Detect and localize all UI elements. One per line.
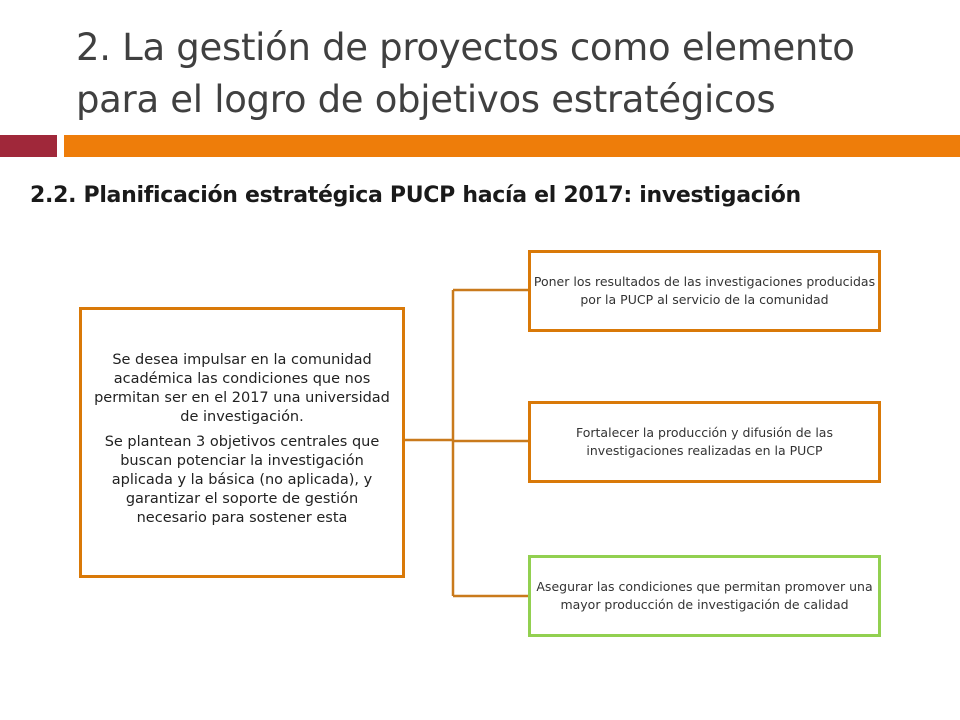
objective-text-2: Fortalecer la producción y difusión de las investigaciones realizadas en la PUCP bbox=[576, 425, 833, 458]
slide-subtitle: 2.2. Planificación estratégica PUCP hacía el 2017: investigación bbox=[30, 183, 801, 208]
objective-box-1 bbox=[528, 250, 881, 332]
slide-title-line-1: 2. La gestión de proyectos como elemento bbox=[76, 26, 855, 69]
objective-box-3 bbox=[528, 555, 881, 637]
main-paragraph-2: Se plantean 3 objetivos centrales que buscan potenciar la investigación aplicada y la básica (no aplicada), y garantizar el soporte de gestión necesario para sostener esta bbox=[104, 434, 380, 526]
slide-title-line-2: para el logro de objetivos estratégicos bbox=[76, 78, 776, 121]
main-paragraph-1: Se desea impulsar en la comunidad académica las condiciones que nos permitan ser en el 2017 una universidad de investigación. bbox=[94, 352, 390, 425]
objective-box-2 bbox=[528, 401, 881, 483]
objective-text-3: Asegurar las condiciones que permitan promover una mayor producción de investigación de calidad bbox=[536, 579, 873, 612]
objective-text-1: Poner los resultados de las investigaciones producidas por la PUCP al servicio de la comunidad bbox=[533, 274, 876, 307]
main-strategy-box bbox=[79, 307, 405, 578]
